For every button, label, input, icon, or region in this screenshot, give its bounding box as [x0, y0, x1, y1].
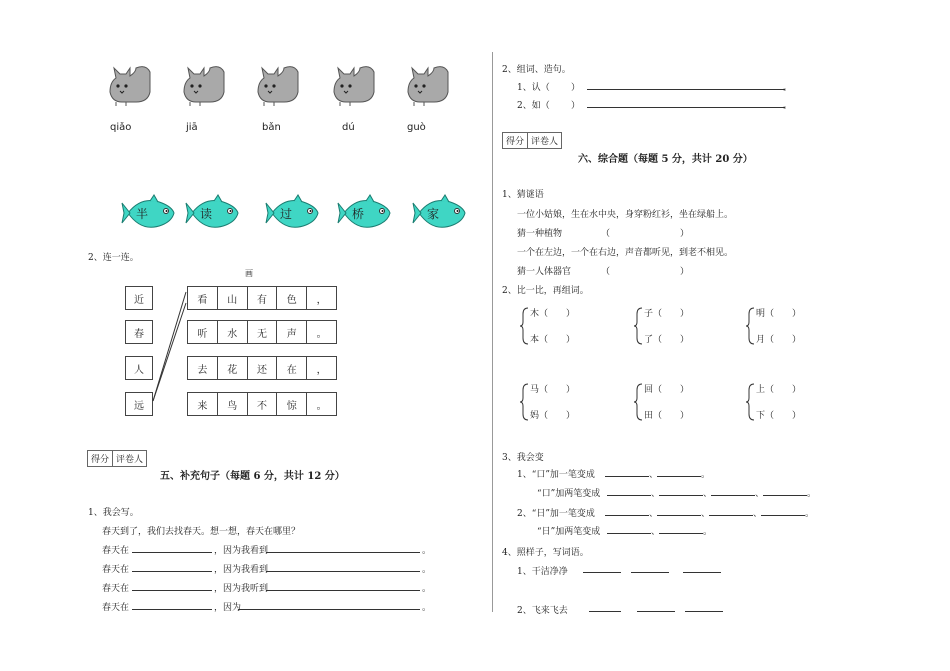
example-2 [517, 603, 568, 616]
zuci-end: 。 [783, 101, 793, 111]
lianlian-top-mark: 画 [245, 269, 253, 278]
separator: 、 [651, 527, 661, 537]
separator: 。 [807, 489, 817, 499]
zuci-close: ） [571, 101, 581, 111]
answer-line[interactable] [657, 476, 701, 477]
brace-icon [746, 382, 756, 422]
poem-char: 还 [248, 357, 278, 379]
guess-1-paren[interactable] [601, 226, 689, 239]
answer-line[interactable] [266, 590, 420, 591]
answer-line[interactable] [238, 609, 420, 610]
compare-item[interactable]: 妈（ ） [530, 411, 576, 421]
answer-line[interactable] [607, 495, 651, 496]
cat-image [404, 62, 452, 108]
fish-card [184, 193, 242, 233]
poem-row[interactable] [187, 320, 337, 344]
example-1 [517, 564, 568, 577]
s6-q1: 1、猜谜语 [502, 190, 544, 200]
answer-line[interactable] [607, 533, 651, 534]
fill-line-end: 。 [422, 546, 432, 556]
poem-char: 水 [218, 321, 248, 343]
fill-line-prefix: 春天在 [102, 546, 130, 556]
answer-line[interactable] [589, 611, 621, 612]
answer-line[interactable] [266, 571, 420, 572]
fill-line [102, 600, 432, 612]
fish-icon [184, 193, 242, 233]
separator: 、 [753, 509, 763, 519]
answer-line[interactable] [583, 572, 621, 573]
poem-char: 色 [277, 287, 307, 309]
separator: 、 [755, 489, 765, 499]
fish-char: 半 [136, 207, 149, 221]
change-line [517, 467, 817, 479]
answer-line[interactable] [685, 611, 723, 612]
riddle-2: 一个在左边，一个在右边，声音都听见，到老不相见。 [517, 248, 734, 258]
poem-char: ， [316, 364, 327, 376]
poem-char: 花 [218, 357, 248, 379]
answer-line[interactable] [605, 476, 649, 477]
answer-line[interactable] [659, 533, 703, 534]
section5-q1: 1、我会写。 [88, 508, 139, 518]
compare-item[interactable]: 了（ ） [644, 335, 690, 345]
answer-line[interactable] [132, 609, 212, 610]
fish-char: 桥 [352, 207, 365, 221]
guess-2-label: 猜一人体器官 [517, 267, 572, 277]
brace-icon [520, 306, 530, 346]
compare-item[interactable]: 明（ ） [756, 309, 802, 319]
poem-char: 。 [316, 400, 327, 412]
answer-line[interactable] [761, 515, 805, 516]
poem-char: 。 [316, 328, 327, 340]
s6-q3: 3、我会变 [502, 453, 544, 463]
change-line [517, 506, 817, 518]
fill-line-end: 。 [422, 565, 432, 575]
fish-card [411, 193, 469, 233]
answer-line[interactable] [657, 515, 701, 516]
answer-line[interactable] [711, 495, 755, 496]
connect-lines [150, 280, 190, 415]
change-label: 2、“日”加一笔变成 [517, 509, 595, 519]
poem-char: 在 [277, 357, 307, 379]
pinyin-text: bǎn [262, 122, 281, 133]
separator: 、 [649, 470, 659, 480]
poem-char: 惊 [277, 393, 307, 415]
left-char-box[interactable]: 远 [125, 392, 153, 416]
left-char-box[interactable]: 春 [125, 320, 153, 344]
cat-image [254, 62, 302, 108]
poem-char: 有 [248, 287, 278, 309]
left-char-box[interactable]: 近 [125, 286, 153, 310]
compare-group [520, 382, 610, 424]
grader-label: 评卷人 [116, 455, 144, 465]
compare-group [634, 306, 724, 348]
column-divider [492, 52, 493, 612]
cat-icon [404, 62, 452, 108]
fish-icon [120, 193, 178, 233]
cat-icon [180, 62, 228, 108]
poem-row[interactable] [187, 392, 337, 416]
separator: 、 [651, 489, 661, 499]
answer-line[interactable] [709, 515, 753, 516]
pinyin-text: dú [342, 122, 355, 133]
fill-line [102, 581, 432, 593]
fill-line [102, 543, 432, 555]
compare-item[interactable]: 田（ ） [644, 411, 690, 421]
lianlian-title: 2、连一连。 [88, 253, 139, 263]
s6-q4: 4、照样子，写词语。 [502, 548, 589, 558]
poem-row[interactable] [187, 286, 337, 310]
section5-title: 五、补充句子（每题 6 分，共计 12 分） [160, 471, 345, 482]
connect-line-2 [153, 303, 186, 401]
separator: 。 [805, 509, 815, 519]
fill-line-middle: ，因为我看到 [214, 565, 269, 575]
poem-char: ， [316, 294, 327, 306]
fish-card [336, 193, 394, 233]
poem-char: 去 [188, 357, 218, 379]
fill-line-middle: ，因为我看到 [214, 546, 269, 556]
grader-label: 评卷人 [531, 137, 559, 147]
poem-char: 声 [277, 321, 307, 343]
fill-line-end: 。 [422, 603, 432, 613]
s6-q2: 2、比一比，再组词。 [502, 286, 589, 296]
zuci-item [517, 80, 792, 92]
guess-1 [517, 226, 690, 239]
answer-line[interactable] [605, 515, 649, 516]
answer-line[interactable] [763, 495, 807, 496]
example-1-label: 1、干洁净净 [517, 567, 568, 577]
fill-line-prefix: 春天在 [102, 565, 130, 575]
paren-close: ） [680, 229, 690, 239]
compare-group [634, 382, 724, 424]
answer-line[interactable] [637, 611, 675, 612]
score-label: 得分 [503, 133, 528, 148]
compare-group [520, 306, 610, 348]
compare-item[interactable]: 木（ ） [530, 309, 576, 319]
example-2-label: 2、飞来飞去 [517, 606, 568, 616]
guess-2 [517, 264, 690, 277]
answer-line[interactable] [683, 572, 721, 573]
poem-char: 不 [248, 393, 278, 415]
compare-item[interactable]: 回（ ） [644, 385, 690, 395]
score-table-6 [502, 132, 562, 149]
guess-2-paren[interactable] [601, 264, 689, 277]
compare-group [746, 306, 836, 348]
fill-line-middle: ，因为 [214, 603, 242, 613]
separator: 。 [703, 527, 713, 537]
compare-group [746, 382, 836, 424]
fish-icon [336, 193, 394, 233]
change-label: “口”加两笔变成 [537, 489, 601, 499]
fish-icon [264, 193, 322, 233]
guess-1-label: 猜一种植物 [517, 229, 563, 239]
brace-icon [520, 382, 530, 422]
compare-item[interactable]: 下（ ） [756, 411, 802, 421]
zuci-label: 2、如（ [517, 101, 550, 111]
separator: 、 [703, 489, 713, 499]
cat-image [180, 62, 228, 108]
brace-icon [746, 306, 756, 346]
poem-char: 鸟 [218, 393, 248, 415]
answer-line[interactable] [587, 89, 785, 90]
right-q2-title: 2、组词、造句。 [502, 65, 571, 75]
compare-item[interactable]: 上（ ） [756, 385, 802, 395]
riddle-1: 一位小姑娘，生在水中央，身穿粉红衫，坐在绿船上。 [517, 210, 734, 220]
paren-close: ） [680, 267, 690, 277]
poem-char: 无 [248, 321, 278, 343]
answer-line[interactable] [266, 552, 420, 553]
fill-line-middle: ，因为我听到 [214, 584, 269, 594]
poem-char: 听 [188, 321, 218, 343]
compare-item[interactable]: 月（ ） [756, 335, 802, 345]
answer-line[interactable] [659, 495, 703, 496]
compare-item[interactable]: 本（ ） [530, 335, 576, 345]
fish-card [264, 193, 322, 233]
score-label: 得分 [88, 451, 113, 466]
fill-line [102, 562, 432, 574]
left-char-box[interactable]: 人 [125, 356, 153, 380]
change-line [537, 524, 837, 536]
section5-intro: 春天到了，我们去找春天。想一想，春天在哪里？ [102, 527, 301, 537]
poem-char: 来 [188, 393, 218, 415]
connect-line-1 [153, 292, 186, 401]
paren-open: （ [601, 229, 611, 239]
score-table-5 [87, 450, 147, 467]
zuci-label: 1、认（ [517, 83, 550, 93]
poem-row[interactable] [187, 356, 337, 380]
brace-icon [634, 382, 644, 422]
cat-image [106, 62, 154, 108]
pinyin-text: guò [407, 122, 426, 133]
fish-char: 过 [280, 207, 293, 221]
brace-icon [634, 306, 644, 346]
zuci-end: 。 [783, 83, 793, 93]
section6-title: 六、综合题（每题 5 分，共计 20 分） [578, 154, 753, 165]
answer-line[interactable] [132, 590, 212, 591]
answer-line[interactable] [587, 107, 785, 108]
cat-image [330, 62, 378, 108]
answer-line[interactable] [631, 572, 669, 573]
zuci-close: ） [571, 83, 581, 93]
cat-icon [106, 62, 154, 108]
fish-char: 家 [427, 207, 440, 221]
pinyin-text: jiā [186, 122, 198, 133]
cat-icon [254, 62, 302, 108]
compare-item[interactable]: 子（ ） [644, 309, 690, 319]
pinyin-text: qiǎo [110, 122, 132, 133]
fill-line-prefix: 春天在 [102, 584, 130, 594]
poem-char: 看 [188, 287, 218, 309]
answer-line[interactable] [132, 552, 212, 553]
fill-line-end: 。 [422, 584, 432, 594]
separator: 。 [701, 470, 711, 480]
separator: 、 [701, 509, 711, 519]
answer-line[interactable] [132, 571, 212, 572]
paren-open: （ [601, 267, 611, 277]
compare-item[interactable]: 马（ ） [530, 385, 576, 395]
fish-icon [411, 193, 469, 233]
change-label: “日”加两笔变成 [537, 527, 601, 537]
zuci-item [517, 98, 792, 110]
poem-char: 山 [218, 287, 248, 309]
separator: 、 [649, 509, 659, 519]
fish-card [120, 193, 178, 233]
fish-char: 读 [200, 207, 213, 221]
cat-icon [330, 62, 378, 108]
change-label: 1、“口”加一笔变成 [517, 470, 595, 480]
fill-line-prefix: 春天在 [102, 603, 130, 613]
change-line [537, 486, 837, 498]
